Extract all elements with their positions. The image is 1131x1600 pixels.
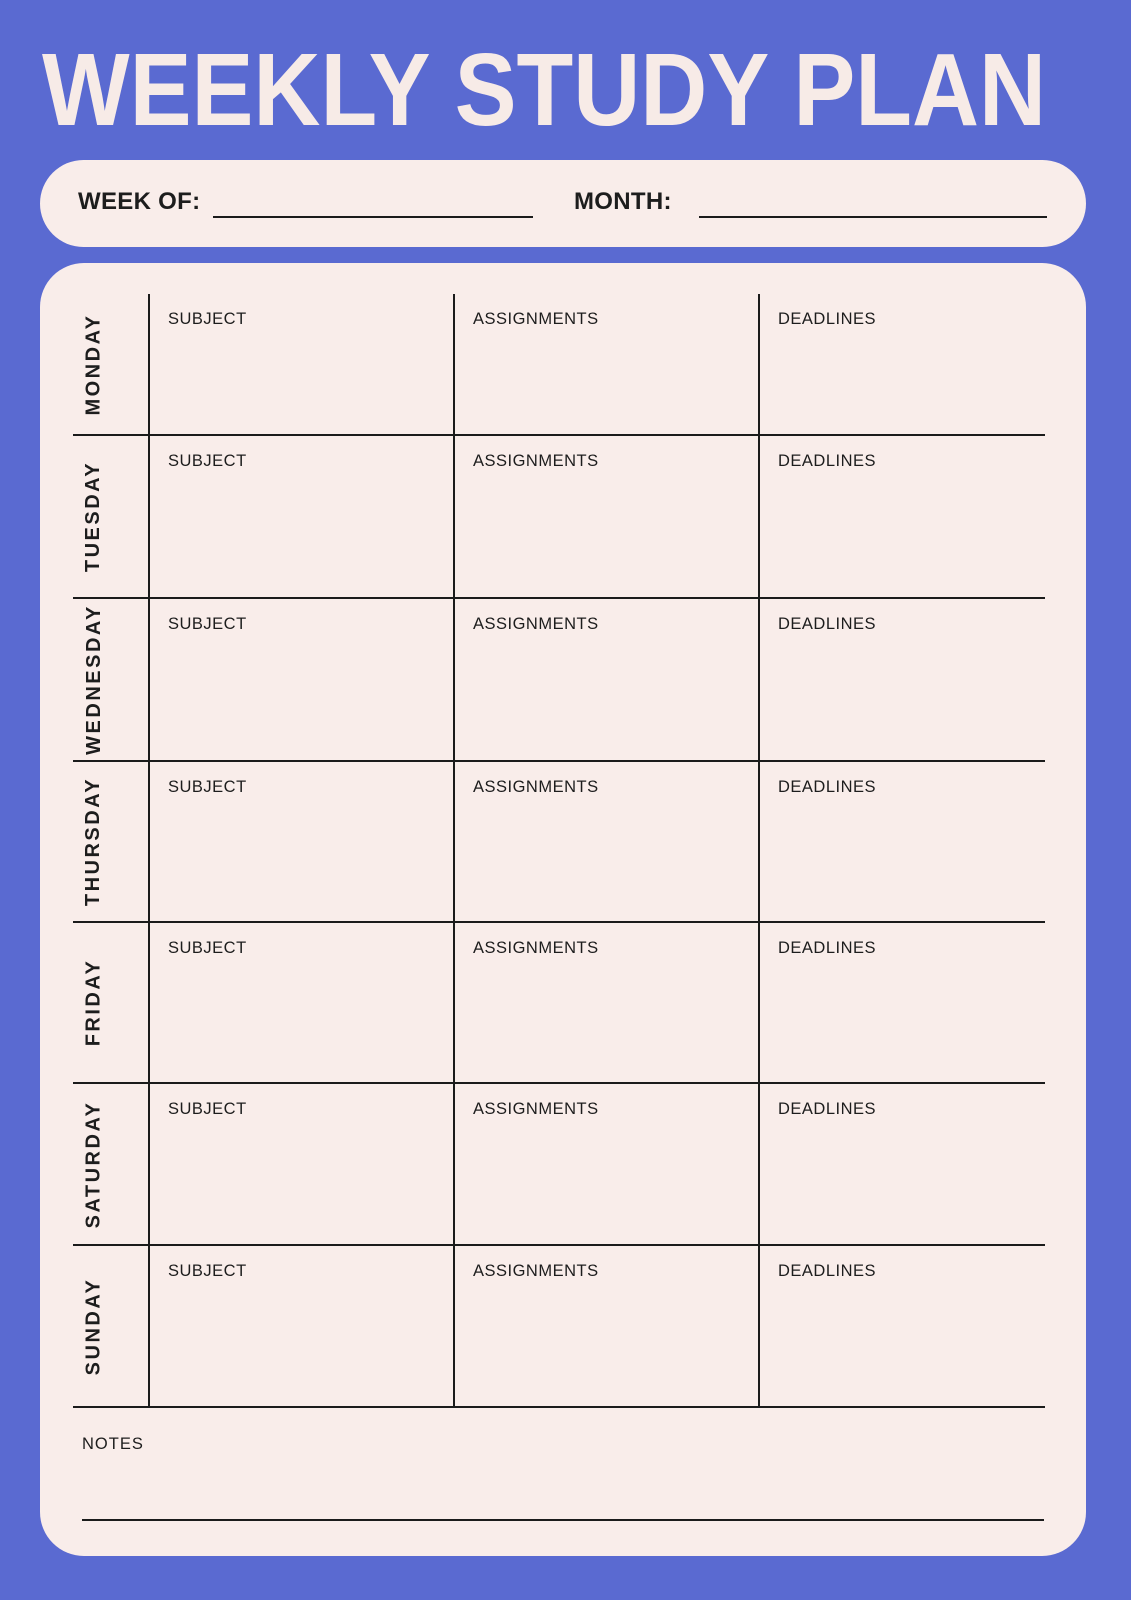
column-header-deadlines: DEADLINES: [778, 778, 877, 796]
day-label-saturday: SATURDAY: [82, 1100, 105, 1228]
table-row-sunday: [40, 1246, 1086, 1406]
column-header-deadlines: DEADLINES: [778, 1100, 877, 1118]
day-label-monday: MONDAY: [82, 312, 105, 416]
day-cell-saturday: [40, 1084, 148, 1244]
day-label-sunday: SUNDAY: [82, 1277, 105, 1375]
column-header-deadlines: DEADLINES: [778, 310, 877, 328]
column-header-deadlines: DEADLINES: [778, 452, 877, 470]
day-cell-sunday: [40, 1246, 148, 1406]
column-header-assignments: ASSIGNMENTS: [473, 310, 599, 328]
cell-sunday-subject[interactable]: [148, 1246, 453, 1406]
table-row-friday: [40, 923, 1086, 1082]
month-label: MONTH:: [574, 188, 672, 215]
day-label-friday: FRIDAY: [82, 958, 105, 1047]
day-cell-monday: [40, 294, 148, 434]
cell-tuesday-subject[interactable]: [148, 436, 453, 597]
planner-card: [40, 263, 1086, 1556]
week-of-input-line[interactable]: [213, 216, 533, 218]
column-header-assignments: ASSIGNMENTS: [473, 939, 599, 957]
column-header-assignments: ASSIGNMENTS: [473, 1100, 599, 1118]
day-cell-thursday: [40, 762, 148, 921]
cell-wednesday-subject[interactable]: [148, 599, 453, 760]
day-label-tuesday: TUESDAY: [82, 460, 105, 573]
cell-monday-subject[interactable]: [148, 294, 453, 434]
column-header-subject: SUBJECT: [168, 1262, 247, 1280]
column-header-assignments: ASSIGNMENTS: [473, 452, 599, 470]
row-divider-sunday: [73, 1406, 1045, 1408]
week-month-box: [40, 160, 1086, 247]
day-label-wednesday: WEDNESDAY: [82, 604, 105, 755]
cell-thursday-subject[interactable]: [148, 762, 453, 921]
cell-thursday-deadlines[interactable]: [758, 762, 1086, 921]
notes-label: NOTES: [82, 1435, 144, 1453]
notes-input-line[interactable]: [82, 1519, 1044, 1521]
day-cell-wednesday: [40, 599, 148, 760]
table-row-thursday: [40, 762, 1086, 921]
day-cell-friday: [40, 923, 148, 1082]
cell-saturday-deadlines[interactable]: [758, 1084, 1086, 1244]
cell-monday-assignments[interactable]: [453, 294, 758, 434]
column-header-subject: SUBJECT: [168, 310, 247, 328]
cell-thursday-assignments[interactable]: [453, 762, 758, 921]
week-of-label: WEEK OF:: [78, 188, 201, 215]
month-input-line[interactable]: [699, 216, 1047, 218]
table-row-wednesday: [40, 599, 1086, 760]
cell-sunday-deadlines[interactable]: [758, 1246, 1086, 1406]
column-header-deadlines: DEADLINES: [778, 939, 877, 957]
table-row-tuesday: [40, 436, 1086, 597]
notes-area[interactable]: [73, 1409, 1053, 1521]
cell-saturday-assignments[interactable]: [453, 1084, 758, 1244]
table-row-monday: [40, 294, 1086, 434]
cell-saturday-subject[interactable]: [148, 1084, 453, 1244]
column-header-deadlines: DEADLINES: [778, 1262, 877, 1280]
column-header-subject: SUBJECT: [168, 615, 247, 633]
column-header-assignments: ASSIGNMENTS: [473, 1262, 599, 1280]
day-label-thursday: THURSDAY: [82, 776, 105, 907]
cell-monday-deadlines[interactable]: [758, 294, 1086, 434]
cell-wednesday-deadlines[interactable]: [758, 599, 1086, 760]
cell-friday-deadlines[interactable]: [758, 923, 1086, 1082]
page-title-svg: [40, 40, 1086, 135]
column-header-subject: SUBJECT: [168, 452, 247, 470]
column-header-assignments: ASSIGNMENTS: [473, 778, 599, 796]
table-row-saturday: [40, 1084, 1086, 1244]
cell-tuesday-assignments[interactable]: [453, 436, 758, 597]
column-header-subject: SUBJECT: [168, 939, 247, 957]
day-cell-tuesday: [40, 436, 148, 597]
column-header-subject: SUBJECT: [168, 1100, 247, 1118]
cell-wednesday-assignments[interactable]: [453, 599, 758, 760]
page-title: WEEKLY STUDY PLAN: [42, 40, 1046, 135]
column-header-deadlines: DEADLINES: [778, 615, 877, 633]
cell-friday-subject[interactable]: [148, 923, 453, 1082]
cell-sunday-assignments[interactable]: [453, 1246, 758, 1406]
column-header-assignments: ASSIGNMENTS: [473, 615, 599, 633]
column-header-subject: SUBJECT: [168, 778, 247, 796]
cell-friday-assignments[interactable]: [453, 923, 758, 1082]
cell-tuesday-deadlines[interactable]: [758, 436, 1086, 597]
